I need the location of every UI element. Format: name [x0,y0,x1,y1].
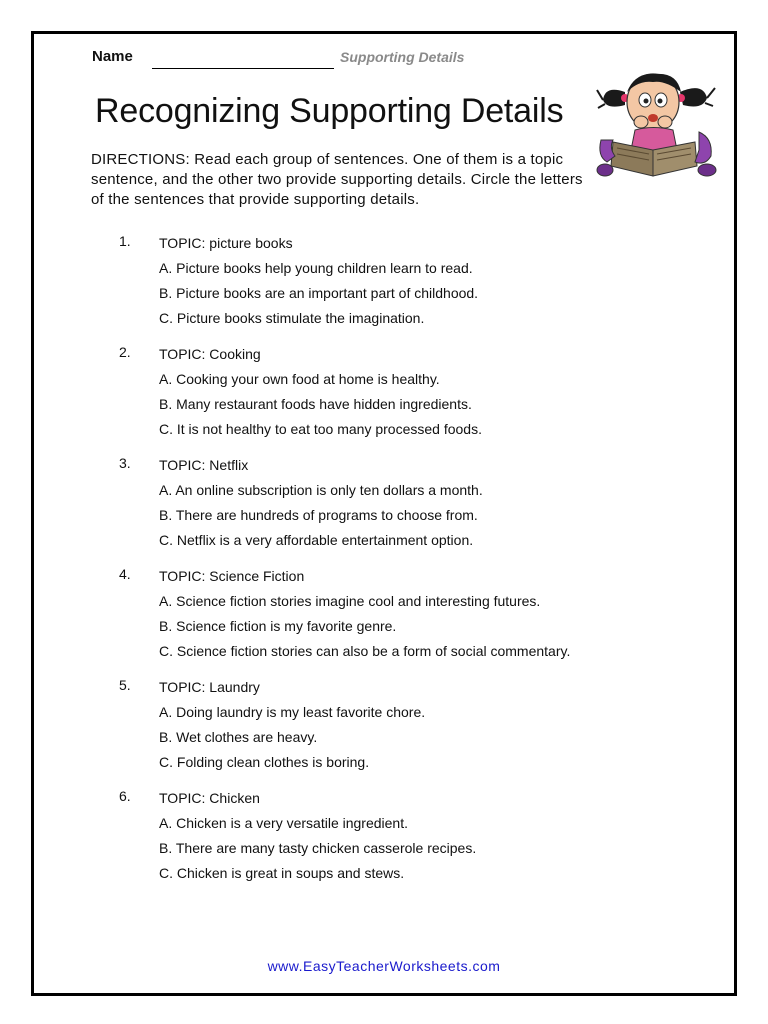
question-number: 5. [119,677,131,693]
question-item [0,455,768,555]
option-c[interactable]: C. Chicken is great in soups and stews. [159,865,405,881]
question-number: 4. [119,566,131,582]
question-item [0,566,768,666]
question-topic: TOPIC: Science Fiction [159,568,305,584]
option-a[interactable]: A. Cooking your own food at home is healthy. [159,371,440,387]
name-blank-line [152,68,334,69]
option-a[interactable]: A. Picture books help young children learn to read. [159,260,473,276]
option-a[interactable]: A. Chicken is a very versatile ingredient. [159,815,408,831]
question-topic: TOPIC: picture books [159,235,293,251]
page-title: Recognizing Supporting Details [95,92,564,130]
option-c[interactable]: C. Picture books stimulate the imagination. [159,310,425,326]
worksheet-subject: Supporting Details [340,49,465,65]
question-number: 1. [119,233,131,249]
option-b[interactable]: B. Picture books are an important part of childhood. [159,285,479,301]
question-topic: TOPIC: Chicken [159,790,260,806]
option-c[interactable]: C. Netflix is a very affordable entertainment option. [159,532,474,548]
question-number: 6. [119,788,131,804]
option-a[interactable]: A. Doing laundry is my least favorite chore. [159,704,426,720]
name-label: Name [92,48,133,65]
option-b[interactable]: B. There are many tasty chicken casserole recipes. [159,840,477,856]
question-topic: TOPIC: Cooking [159,346,261,362]
question-topic: TOPIC: Laundry [159,679,260,695]
question-number: 2. [119,344,131,360]
question-item [0,233,768,333]
question-topic: TOPIC: Netflix [159,457,249,473]
option-b[interactable]: B. Many restaurant foods have hidden ingredients. [159,396,472,412]
option-c[interactable]: C. Folding clean clothes is boring. [159,754,370,770]
option-a[interactable]: A. Science fiction stories imagine cool and interesting futures. [159,593,541,609]
footer-website-link[interactable]: www.EasyTeacherWorksheets.com [267,958,501,974]
option-c[interactable]: C. Science fiction stories can also be a form of social commentary. [159,643,571,659]
directions-text: DIRECTIONS: Read each group of sentences. One of them is a topic sentence, and the other two provide supporting details. Circle the letters of the sentences that provide supporting details. [91,151,583,208]
option-b[interactable]: B. Wet clothes are heavy. [159,729,318,745]
question-list [0,233,768,899]
option-c[interactable]: C. It is not healthy to eat too many processed foods. [159,421,482,437]
option-b[interactable]: B. There are hundreds of programs to choose from. [159,507,478,523]
option-a[interactable]: A. An online subscription is only ten dollars a month. [159,482,483,498]
question-item [0,344,768,444]
question-number: 3. [119,455,131,471]
question-item [0,788,768,888]
option-b[interactable]: B. Science fiction is my favorite genre. [159,618,397,634]
girl-reading-book-illustration [595,70,720,185]
question-item [0,677,768,777]
